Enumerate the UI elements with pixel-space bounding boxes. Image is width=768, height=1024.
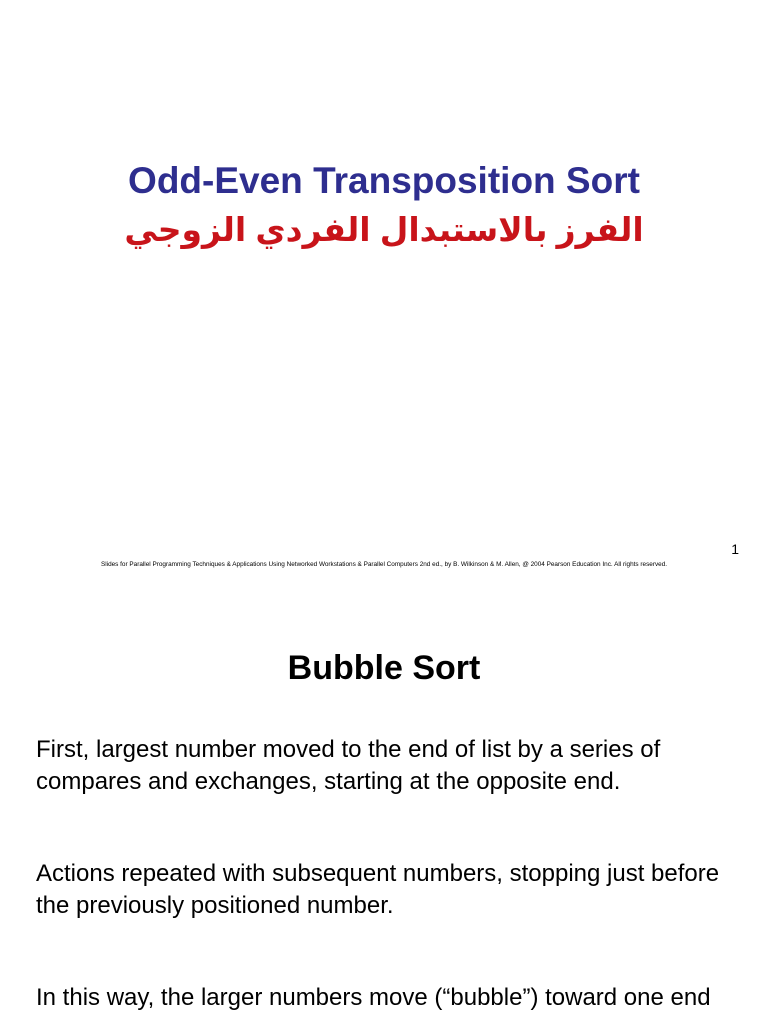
- paragraph-1: First, largest number moved to the end of list by a series of compares and exchanges, starting at the opposite end.: [36, 736, 661, 795]
- slide-title-arabic: الفرز بالاستبدال الفردي الزوجي: [124, 211, 644, 248]
- page-number: 1: [731, 541, 739, 557]
- paragraph-2: Actions repeated with subsequent numbers, stopping just before the previously positioned number.: [36, 860, 720, 919]
- slide-title: Odd-Even Transposition Sort: [128, 160, 640, 201]
- paragraph-3: In this way, the larger numbers move (“bubble”) toward one end: [36, 984, 711, 1011]
- slide-footer: Slides for Parallel Programming Techniques & Applications Using Networked Workstations & Parallel Computers 2nd ed., by B. Wilkinson & M. Allen, @ 2004 Pearson Education Inc. All rights reserved.: [100, 561, 668, 568]
- slide-heading: Bubble Sort: [287, 649, 481, 687]
- slide-2: [0, 596, 768, 1024]
